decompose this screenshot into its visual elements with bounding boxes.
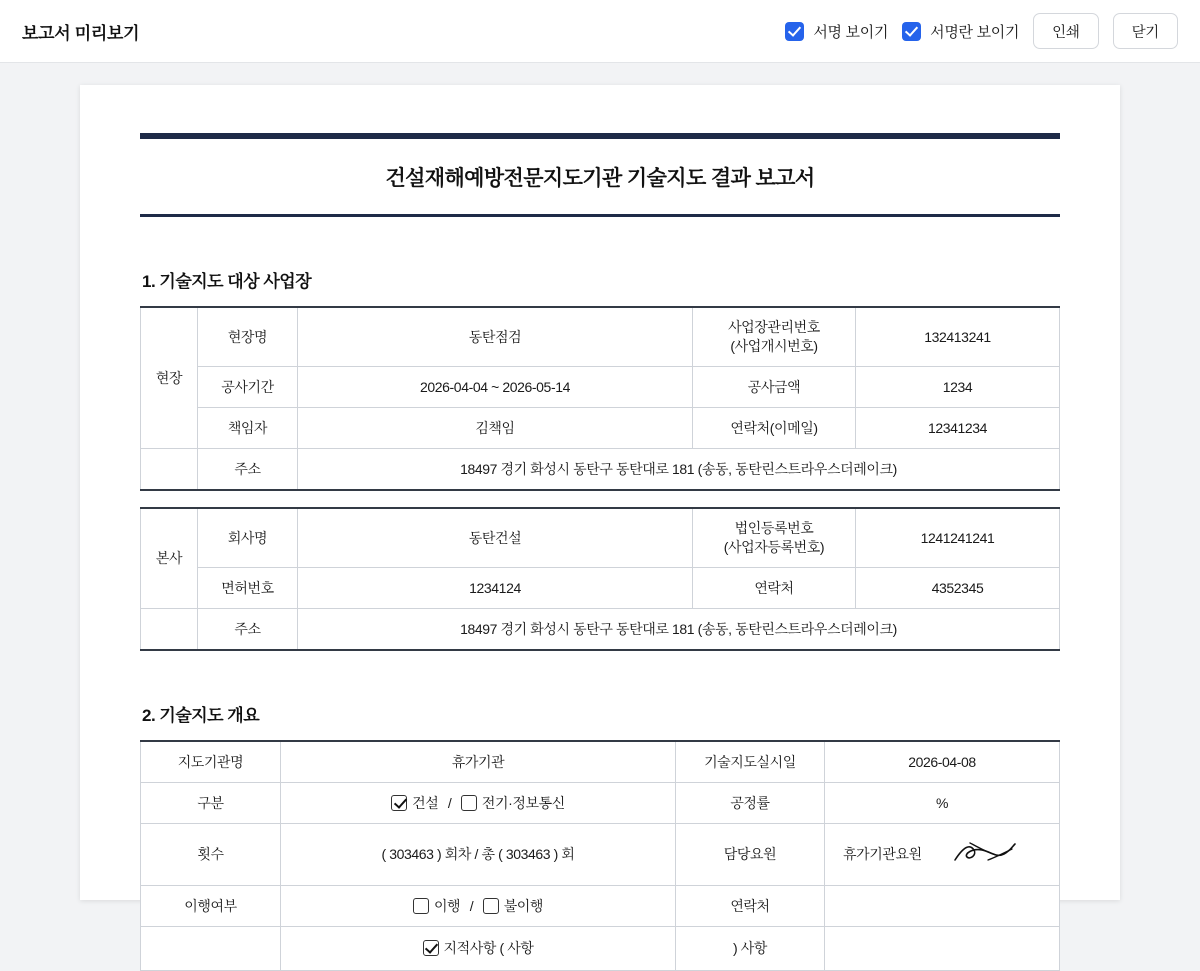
- category-separator: /: [447, 794, 452, 811]
- findings-label: [141, 926, 281, 970]
- site-address-spacer: [141, 448, 198, 490]
- manager-value: 김책임: [298, 407, 693, 448]
- toggle-show-signature-field[interactable]: [902, 21, 1019, 42]
- checkbox-icon[interactable]: [483, 898, 499, 914]
- org-name-label: 지도기관명: [141, 741, 281, 783]
- guidance-overview-table: [140, 740, 1060, 971]
- table-gap: [140, 491, 1060, 507]
- findings-option[interactable]: [423, 940, 534, 956]
- signature-icon: [952, 838, 1018, 871]
- table-row: [141, 508, 1060, 567]
- section-1-heading: 1. 기술지도 대상 사업장: [142, 272, 312, 291]
- table-row: [141, 885, 1060, 926]
- checkbox-icon[interactable]: [391, 795, 407, 811]
- guidance-date-label: 기술지도실시일: [676, 741, 825, 783]
- site-info-table: [140, 306, 1060, 491]
- table-row: [141, 448, 1060, 490]
- corp-reg-no-label: [693, 508, 856, 567]
- construction-amount-value: 1234: [856, 366, 1060, 407]
- head-office-group-label: 본사: [141, 508, 198, 608]
- checkbox-icon[interactable]: [413, 898, 429, 914]
- category-option-construction[interactable]: [391, 795, 442, 811]
- corp-reg-no-label-line1: 법인등록번호: [734, 519, 814, 536]
- section-2-heading: 2. 기술지도 개요: [142, 705, 260, 725]
- assigned-agent-cell: [825, 823, 1060, 885]
- table-row: [141, 567, 1060, 608]
- fulfillment-option-yes-label: 이행: [433, 897, 461, 914]
- assigned-agent-name: 휴가기관요원: [843, 846, 922, 863]
- category-value: [281, 782, 676, 823]
- page-title: 보고서 미리보기: [22, 23, 140, 43]
- head-office-contact-label: 연락처: [693, 567, 856, 608]
- table-row: [141, 926, 1060, 970]
- head-office-address-label: 주소: [198, 608, 298, 650]
- fulfillment-label: 이행여부: [141, 885, 281, 926]
- company-name-label: 회사명: [198, 508, 298, 567]
- fulfillment-option-no[interactable]: [483, 898, 543, 914]
- corp-reg-no-value: 1241241241: [856, 508, 1060, 567]
- construction-period-label: 공사기간: [198, 366, 298, 407]
- site-mgmt-no-label-line1: 사업장관리번호: [728, 319, 820, 335]
- table-row: [141, 407, 1060, 448]
- manager-label: 책임자: [198, 407, 298, 448]
- toolbar-actions: [785, 13, 1178, 49]
- head-office-address-spacer: [141, 608, 198, 650]
- report-page: [80, 85, 1120, 957]
- checkbox-icon[interactable]: [785, 22, 804, 41]
- checkbox-icon[interactable]: [461, 795, 477, 811]
- checkbox-icon[interactable]: [423, 940, 439, 956]
- table-row: [141, 307, 1060, 366]
- construction-amount-label: 공사금액: [693, 366, 856, 407]
- findings-extra: [825, 926, 1060, 970]
- findings-value: [281, 926, 676, 970]
- site-address-label: 주소: [198, 448, 298, 490]
- site-name-value: 동탄점검: [298, 307, 693, 366]
- license-no-value: 1234124: [298, 567, 693, 608]
- close-button[interactable]: 닫기: [1113, 13, 1178, 49]
- fulfillment-option-no-label: 불이행: [503, 897, 544, 914]
- report-title: 건설재해예방전문지도기관 기술지도 결과 보고서: [385, 167, 815, 190]
- construction-period-value: 2026-04-04 ~ 2026-05-14: [298, 366, 693, 407]
- print-button[interactable]: 인쇄: [1033, 13, 1098, 49]
- site-mgmt-no-label-line2: (사업개시번호): [730, 337, 818, 354]
- guidance-date-value: 2026-04-08: [825, 741, 1060, 783]
- table-row: [141, 823, 1060, 885]
- table-row: [141, 741, 1060, 783]
- site-address-value: 18497 경기 화성시 동탄구 동탄대로 181 (송동, 동탄린스트라우스더레이크): [298, 448, 1060, 490]
- visit-count-value: ( 303463 ) 회차 / 총 ( 303463 ) 회: [281, 823, 676, 885]
- preview-toolbar: [0, 0, 1200, 63]
- fulfillment-contact-label: 연락처: [676, 885, 825, 926]
- head-office-address-value: 18497 경기 화성시 동탄구 동탄대로 181 (송동, 동탄린스트라우스더레이크): [298, 608, 1060, 650]
- findings-tail: ) 사항: [676, 926, 825, 970]
- table-row: [141, 608, 1060, 650]
- table-row: [141, 782, 1060, 823]
- corp-reg-no-label-line2: (사업자등록번호): [723, 538, 825, 555]
- category-option-electric-label: 전기·정보통신: [481, 794, 565, 811]
- preview-scroll-area[interactable]: [0, 63, 1200, 957]
- org-name-value: 휴가기관: [281, 741, 676, 783]
- license-no-label: 면허번호: [198, 567, 298, 608]
- head-office-contact-value: 4352345: [856, 567, 1060, 608]
- category-label: 구분: [141, 782, 281, 823]
- site-mgmt-no-value: 132413241: [856, 307, 1060, 366]
- contact-email-label: 연락처(이메일): [693, 407, 856, 448]
- assigned-agent-signature-area: [831, 838, 1053, 871]
- head-office-table: [140, 507, 1060, 651]
- checkbox-icon[interactable]: [902, 22, 921, 41]
- progress-rate-value: %: [825, 782, 1060, 823]
- contact-email-value: 12341234: [856, 407, 1060, 448]
- site-name-label: 현장명: [198, 307, 298, 366]
- fulfillment-value: [281, 885, 676, 926]
- findings-option-label: 지적사항 ( 사항: [443, 940, 534, 957]
- fulfillment-option-yes[interactable]: [413, 898, 464, 914]
- visit-count-label: 횟수: [141, 823, 281, 885]
- site-group-label: 현장: [141, 307, 198, 448]
- site-mgmt-no-label: [693, 307, 856, 366]
- category-option-construction-label: 건설: [412, 794, 439, 811]
- category-option-electric[interactable]: [461, 795, 565, 811]
- table-row: [141, 366, 1060, 407]
- toggle-show-signature-label: 서명 보이기: [813, 23, 889, 41]
- company-name-value: 동탄건설: [298, 508, 693, 567]
- fulfillment-contact-value: [825, 885, 1060, 926]
- progress-rate-label: 공정률: [676, 782, 825, 823]
- toggle-show-signature[interactable]: [785, 21, 888, 42]
- fulfillment-separator: /: [469, 897, 474, 914]
- assigned-agent-label: 담당요원: [676, 823, 825, 885]
- toggle-show-signature-field-label: 서명란 보이기: [930, 23, 1020, 41]
- title-rule-bottom: [140, 214, 1060, 217]
